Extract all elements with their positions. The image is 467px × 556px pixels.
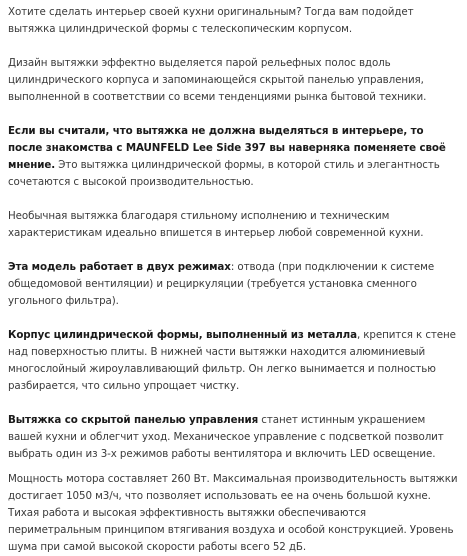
opinion-text: Это вытяжка цилиндрической формы, в которой стиль и элегантность сочетаются с высокой производительностью. xyxy=(8,159,440,188)
style-paragraph: Необычная вытяжка благодаря стильному исполнению и техническим характеристикам идеально впишется в интерьер любой современной кухни. xyxy=(8,210,424,239)
motor-paragraph: Мощность мотора составляет 260 Вт. Максимальная производительность вытяжки достигает 1050 м3/ч, что позволяет использовать ее на очень большой кухне. Тихая работа и высокая эффективность вытяжки обеспечиваются периметральным принципом втягивания воздуха и особой конструкцией. Уровень шума при самой высокой скорости работы всего 52 дБ. xyxy=(8,473,458,553)
modes-highlight: Эта модель работает в двух режимах xyxy=(8,261,231,273)
modes-text: : отвода (при подключении к системе общедомовой вентиляции) и рециркуляции (требуется установка сменного угольного фильтра). xyxy=(8,261,435,307)
body-highlight: Корпус цилиндрической формы, выполненный из металла xyxy=(8,329,357,341)
control-paragraph xyxy=(8,412,461,463)
modes-paragraph xyxy=(8,259,461,310)
body-text: , крепится к стене над поверхностью плиты. В нижней части вытяжки находится алюминиевый многослойный жироулавливающий фильтр. Он легко вынимается и полностью разбирается, что сильно упрощает чистку. xyxy=(8,329,456,392)
design-paragraph: Дизайн вытяжки эффектно выделяется парой рельефных полос вдоль цилиндрического корпуса и запоминающейся скрытой панелью управления, выполненной в соответствии со всеми тенденциями рынка бытовой техники. xyxy=(8,57,427,103)
opinion-paragraph xyxy=(8,123,461,191)
opinion-highlight: Если вы считали, что вытяжка не должна выделяться в интерьере, то после знакомства с MAUNFELD Lee Side 397 вы наверняка поменяете своё мнение. xyxy=(8,125,446,171)
control-highlight: Вытяжка со скрытой панелью управления xyxy=(8,414,259,426)
intro-paragraph: Хотите сделать интерьер своей кухни оригинальным? Тогда вам подойдет вытяжка цилиндрической формы с телескопическим корпусом. xyxy=(8,6,414,35)
control-text: станет истинным украшением вашей кухни и облегчит уход. Механическое управление с подсветкой позволит выбрать один из 3-х режимов работы вентилятора и включить LED освещение. xyxy=(8,414,444,460)
body-paragraph xyxy=(8,327,461,395)
